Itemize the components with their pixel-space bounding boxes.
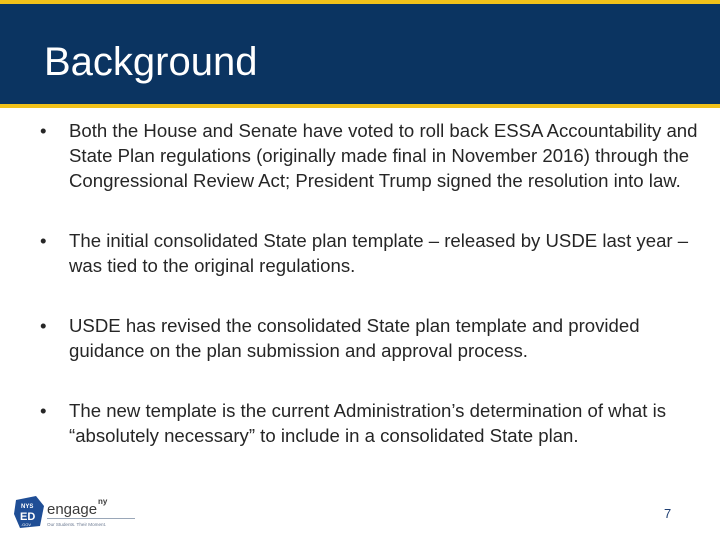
bullet-text: The initial consolidated State plan template – released by USDE last year – was tied to the original regulations.	[69, 230, 689, 276]
badge-line2: ED	[20, 511, 36, 523]
badge-line3: .GOV	[21, 522, 32, 527]
logo-wordmark: engage	[47, 501, 98, 518]
bullet-text: USDE has revised the consolidated State plan template and provided guidance on the plan submission and approval process.	[69, 315, 640, 361]
engage-ny-logo	[14, 492, 144, 532]
bullet-item	[0, 228, 720, 278]
logo-wordmark-sup: ny	[98, 497, 108, 506]
badge-line1: NYS	[21, 504, 34, 510]
bullet-item	[0, 313, 720, 363]
bullet-text: The new template is the current Administration’s determination of what is “absolutely necessary” to include in a consolidated State plan.	[69, 400, 667, 446]
bullet-marker: •	[40, 120, 47, 141]
bullet-marker: •	[40, 400, 47, 421]
bullet-list	[0, 118, 720, 448]
bullet-text: Both the House and Senate have voted to roll back ESSA Accountability and State Plan regulations (originally made final in November 2016) through the Congressional Review Act; President Trump signed the resolution into law.	[69, 120, 698, 191]
page-number: 7	[664, 506, 672, 521]
bullet-marker: •	[40, 230, 47, 251]
slide-title: Background	[44, 40, 258, 84]
bullet-item	[0, 118, 720, 193]
nysed-badge-icon	[14, 496, 44, 528]
logo-divider	[47, 518, 135, 519]
title-bar	[0, 0, 720, 108]
bullet-item	[0, 398, 720, 448]
logo-tagline: Our Students. Their Moment.	[47, 522, 107, 527]
bullet-marker: •	[40, 315, 47, 336]
